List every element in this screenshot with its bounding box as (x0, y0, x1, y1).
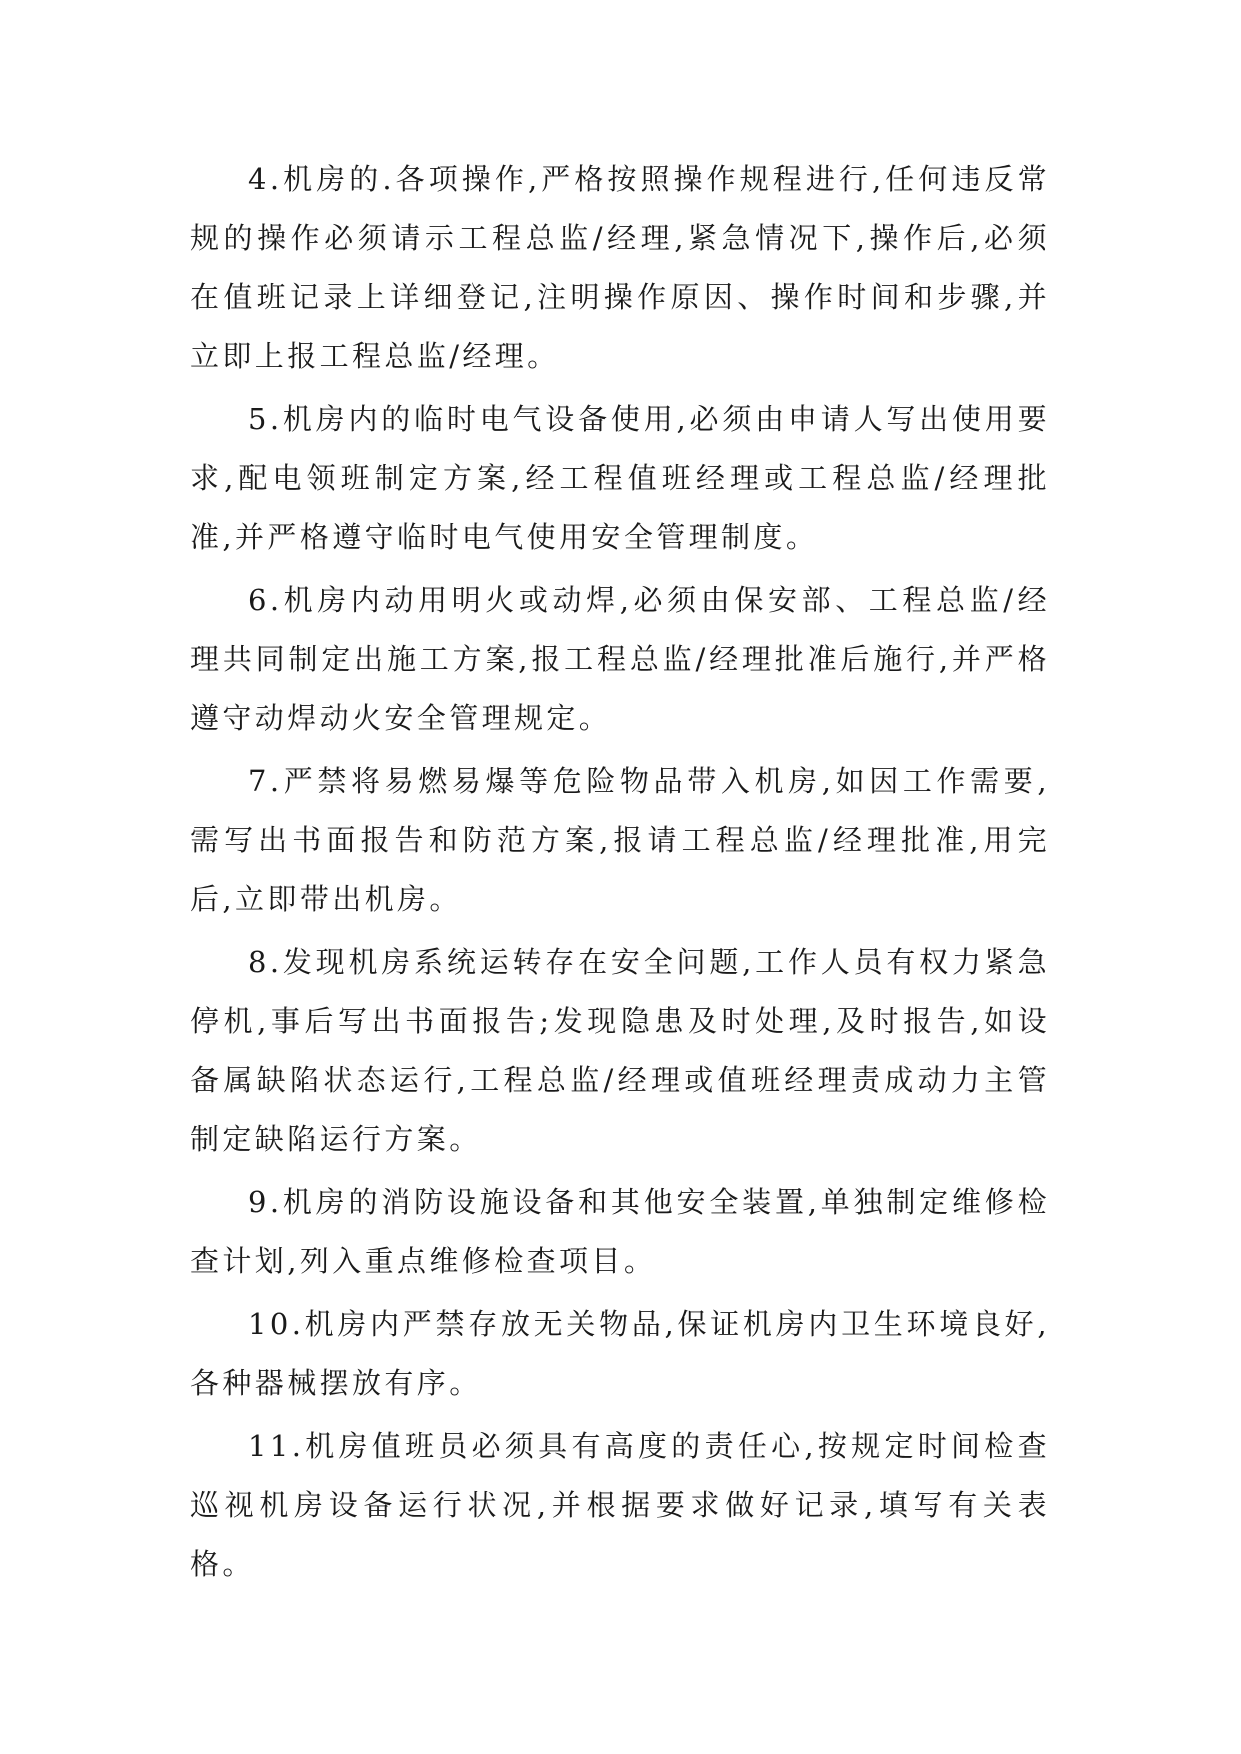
document-body (190, 150, 1050, 1598)
paragraph-item-7: 7.严禁将易燃易爆等危险物品带入机房,如因工作需要,需写出书面报告和防范方案,报请工程总监/经理批准,用完后,立即带出机房。 (190, 764, 1050, 916)
paragraph-item-11: 11.机房值班员必须具有高度的责任心,按规定时间检查巡视机房设备运行状况,并根据要求做好记录,填写有关表格。 (190, 1429, 1050, 1581)
paragraph-item-5: 5.机房内的临时电气设备使用,必须由申请人写出使用要求,配电领班制定方案,经工程值班经理或工程总监/经理批准,并严格遵守临时电气使用安全管理制度。 (190, 402, 1050, 554)
paragraph-item-10: 10.机房内严禁存放无关物品,保证机房内卫生环境良好,各种器械摆放有序。 (190, 1307, 1050, 1400)
paragraph-item-4: 4.机房的.各项操作,严格按照操作规程进行,任何违反常规的操作必须请示工程总监/经理,紧急情况下,操作后,必须在值班记录上详细登记,注明操作原因、操作时间和步骤,并立即上报工程总监/经理。 (190, 162, 1050, 373)
paragraph-item-8: 8.发现机房系统运转存在安全问题,工作人员有权力紧急停机,事后写出书面报告;发现隐患及时处理,及时报告,如设备属缺陷状态运行,工程总监/经理或值班经理责成动力主管制定缺陷运行方案。 (190, 945, 1050, 1156)
paragraph-item-9: 9.机房的消防设施设备和其他安全装置,单独制定维修检查计划,列入重点维修检查项目。 (190, 1185, 1050, 1278)
paragraph-item-6: 6.机房内动用明火或动焊,必须由保安部、工程总监/经理共同制定出施工方案,报工程总监/经理批准后施行,并严格遵守动焊动火安全管理规定。 (190, 583, 1050, 735)
